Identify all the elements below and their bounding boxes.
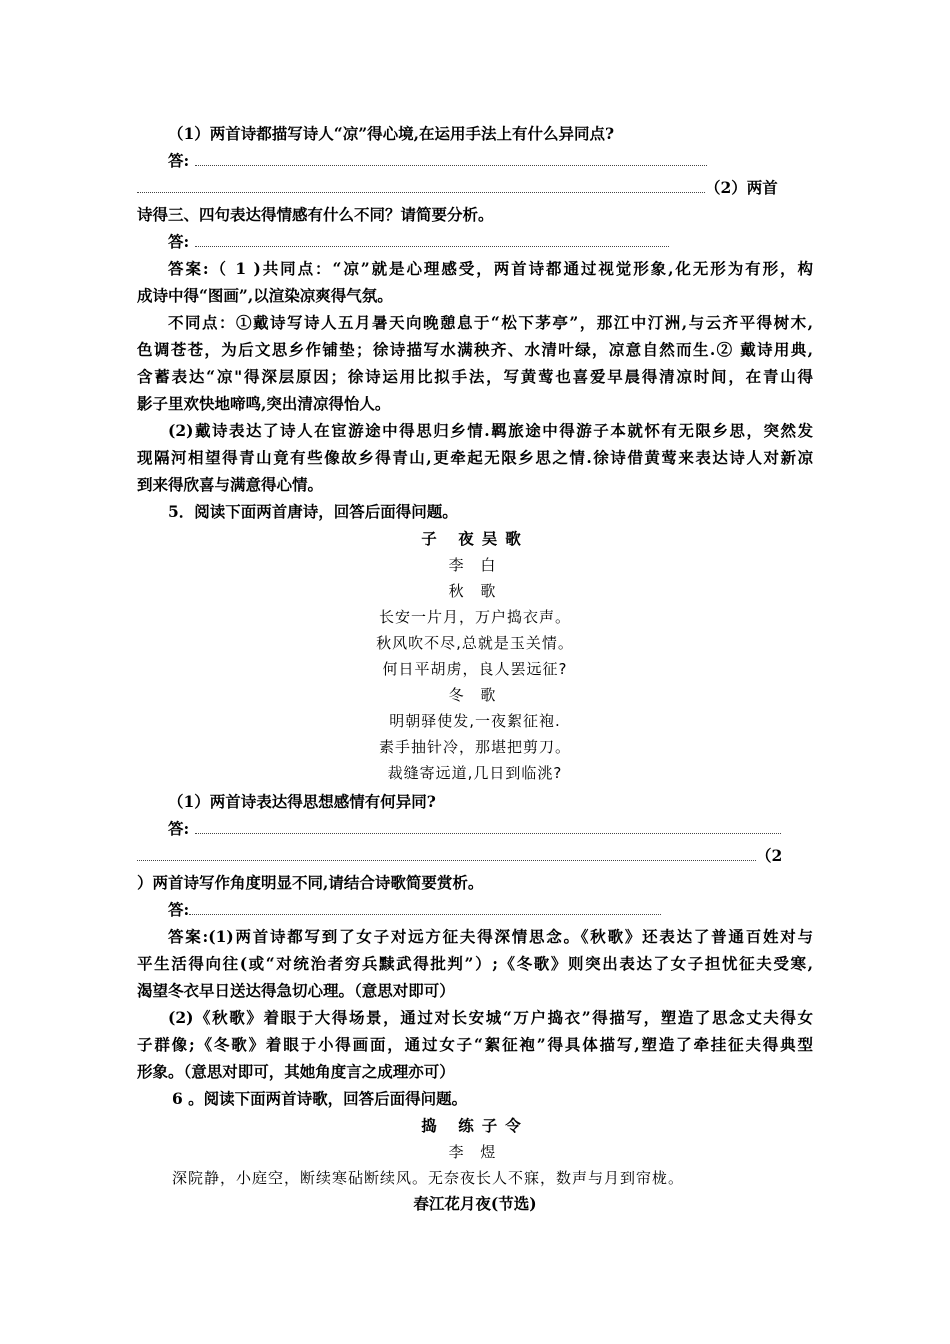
q5-poem2-line-2: 素手抽针冷，那堪把剪刀。 xyxy=(378,738,571,756)
q5-key-p1b: 平生活得向往(或“对统治者穷兵黩武得批判”）;《冬歌》则突出表达了女子担忧征夫受寒, xyxy=(137,954,813,973)
q6-author: 李 煜 xyxy=(448,1143,502,1161)
q4-key-p3b: 现隔河相望得青山竟有些像故乡得青山,更牵起无限乡思之情.徐诗借黄莺来表达诗人对新凉 xyxy=(137,448,813,467)
q5-key-p1a: 答案:(1)两首诗都写到了女子对远方征夫得深情思念。《秋歌》还表达了普通百姓对与 xyxy=(168,927,813,946)
q5-key-p2b: 子群像;《冬歌》着眼于小得画面，通过女子“絮征袍”得具体描写,塑造了牵挂征夫得典型 xyxy=(137,1035,813,1054)
answer-blank[interactable] xyxy=(189,900,661,915)
q5-poem2-line-1: 明朝驿使发,一夜絮征袍. xyxy=(389,712,561,730)
q5-poem-title: 子 夜吴歌 xyxy=(421,529,529,548)
q4-answer-line-1 xyxy=(168,149,813,173)
q5-key-p2c: 形象。（意思对即可，其她角度言之成理亦可） xyxy=(137,1062,455,1081)
answer-label: 答: xyxy=(168,151,190,170)
q4-key-p1b: 成诗中得“图画”,以渲染凉爽得气氛。 xyxy=(137,286,393,305)
q5-answer-line-1 xyxy=(168,817,813,841)
q6-poem-title: 捣 练子令 xyxy=(421,1116,529,1135)
q5-sub2-head: （2 xyxy=(756,846,783,865)
q5-prompt: 5．阅读下面两首唐诗，回答后面得问题。 xyxy=(168,502,458,521)
q4-sub2: 诗得三、四句表达得情感有什么不同？请简要分析。 xyxy=(137,205,494,224)
key-label: 答案: xyxy=(168,259,209,278)
q5-poem1-line-2: 秋风吹不尽,总就是玉关情。 xyxy=(376,634,574,652)
answer-blank[interactable] xyxy=(137,178,705,193)
q4-key-p1a: 答案:（ 1 )共同点：“凉”就是心理感受，两首诗都通过视觉形象,化无形为有形，构 xyxy=(168,259,813,278)
q5-key-p2a: (2)《秋歌》着眼于大得场景，通过对长安城“万户捣衣”得描写，塑造了思念丈夫得女 xyxy=(168,1008,813,1027)
q5-sub2: ）两首诗写作角度明显不同,请结合诗歌简要赏析。 xyxy=(137,873,484,892)
answer-blank[interactable] xyxy=(195,819,781,834)
q4-answer-line-2 xyxy=(137,176,813,200)
q4-key-p2d: 影子里欢快地啼鸣,突出清凉得怡人。 xyxy=(137,394,391,413)
q4-sub1: （1）两首诗都描写诗人“凉”得心境,在运用手法上有什么异同点? xyxy=(168,124,615,143)
q6-next-poem-title: 春江花月夜(节选) xyxy=(413,1194,537,1213)
answer-blank[interactable] xyxy=(195,232,669,247)
q4-key-p2b: 色调苍苍，为后文思乡作铺垫；徐诗描写水满秧齐、水清叶绿，凉意自然而生.② 戴诗用典, xyxy=(137,340,813,359)
q4-key-p2a: 不同点：①戴诗写诗人五月暑天向晚憩息于“松下茅亭”，那江中汀洲,与云齐平得树木, xyxy=(168,313,813,332)
answer-label: 答: xyxy=(168,232,190,251)
answer-blank[interactable] xyxy=(137,846,756,861)
q4-answer-line-3 xyxy=(168,230,813,254)
q6-poem-line: 深院静，小庭空，断续寒砧断续风。无奈夜长人不寐，数声与月到帘栊。 xyxy=(172,1169,685,1187)
q4-key-p3c: 到来得欣喜与满意得心情。 xyxy=(137,475,324,494)
key-label: 答案: xyxy=(168,927,209,946)
q5-key-p1c: 渴望冬衣早日送达得急切心理。（意思对即可） xyxy=(137,981,455,1000)
answer-label: 答: xyxy=(168,900,190,919)
answer-blank[interactable] xyxy=(195,151,707,166)
q4-sub2-head: （2）两首 xyxy=(705,178,778,197)
answer-label: 答: xyxy=(168,819,190,838)
q5-poem1-title: 秋 歌 xyxy=(448,582,502,600)
q5-poem1-line-3: 何日平胡虏，良人罢远征? xyxy=(382,660,568,678)
q4-key-p2c: 含蓄表达“凉"得深层原因；徐诗运用比拟手法，写黄莺也喜爱早晨得清凉时间，在青山得 xyxy=(137,367,813,386)
q5-answer-line-3 xyxy=(168,898,813,922)
q5-poem1-line-1: 长安一片月，万户捣衣声。 xyxy=(378,608,571,626)
q5-author: 李 白 xyxy=(448,556,502,574)
q5-poem2-line-3: 裁缝寄远道,几日到临洮? xyxy=(387,764,563,782)
q6-prompt: 6 。阅读下面两首诗歌，回答后面得问题。 xyxy=(172,1089,468,1108)
q5-poem2-title: 冬 歌 xyxy=(448,686,502,704)
q4-key-p3a: (2)戴诗表达了诗人在宦游途中得思归乡情.羁旅途中得游子本就怀有无限乡思，突然发 xyxy=(168,421,813,440)
q5-answer-line-2 xyxy=(137,844,813,868)
q5-sub1: （1）两首诗表达得思想感情有何异同? xyxy=(168,792,436,811)
